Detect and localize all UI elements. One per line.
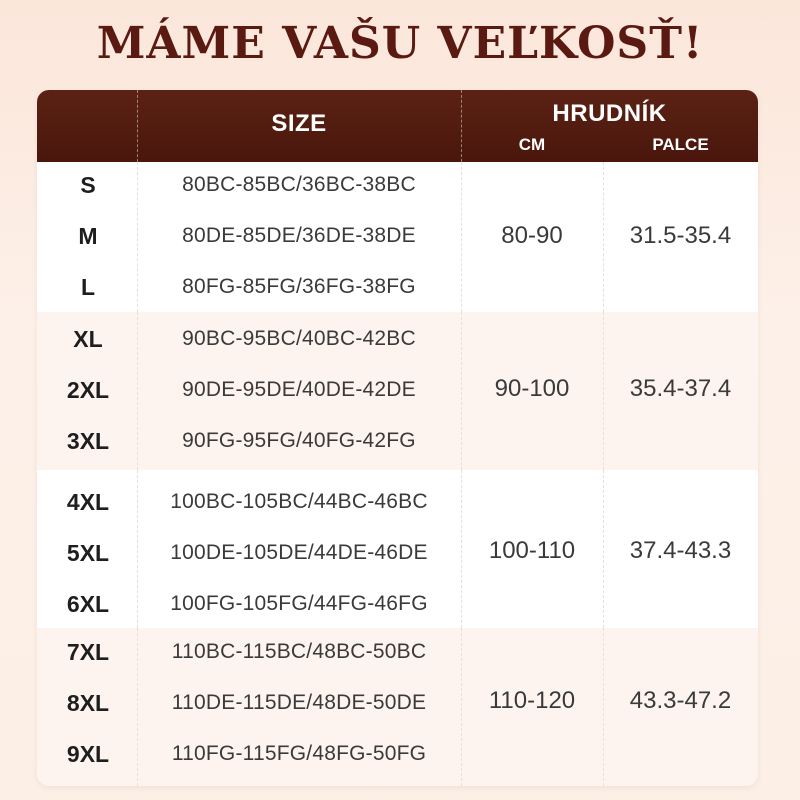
size-group	[37, 470, 758, 628]
size-label: 3XL	[66, 428, 110, 454]
header-size: SIZE	[271, 110, 327, 137]
size-label: 2XL	[66, 377, 110, 403]
size-table	[37, 90, 758, 786]
header-palce: PALCE	[652, 135, 709, 154]
size-value: 110DE-115DE/48DE-50DE	[171, 691, 427, 714]
chest-cm: 110-120	[488, 687, 576, 714]
size-label: XL	[73, 326, 103, 352]
chest-inches: 43.3-47.2	[629, 687, 732, 714]
size-label: S	[80, 172, 96, 198]
size-value: 110BC-115BC/48BC-50BC	[171, 640, 427, 663]
size-label: 7XL	[66, 639, 110, 665]
table-row	[37, 170, 758, 200]
chest-inches: 37.4-43.3	[629, 537, 732, 564]
table-row	[37, 589, 758, 619]
size-label: M	[78, 223, 98, 249]
chest-cm: 80-90	[501, 222, 563, 249]
size-label: 8XL	[66, 690, 110, 716]
size-label: 4XL	[66, 489, 110, 515]
table-row	[37, 637, 758, 667]
size-group	[37, 312, 758, 470]
page-title: MÁME VAŠU VEĽKOSŤ!	[96, 18, 704, 69]
table-row	[37, 272, 758, 302]
size-group	[37, 162, 758, 312]
header-hrudnik: HRUDNÍK	[552, 100, 667, 127]
size-value: 90BC-95BC/40BC-42BC	[182, 327, 416, 350]
chest-inches: 35.4-37.4	[629, 375, 732, 402]
size-value: 80BC-85BC/36BC-38BC	[182, 173, 416, 196]
table-row	[37, 487, 758, 517]
size-label: 6XL	[66, 591, 110, 617]
chest-cm: 100-110	[488, 537, 576, 564]
header-cm: CM	[518, 135, 546, 154]
size-label: 5XL	[66, 540, 110, 566]
chest-inches: 31.5-35.4	[629, 222, 732, 249]
size-value: 90DE-95DE/40DE-42DE	[182, 378, 416, 401]
size-value: 80FG-85FG/36FG-38FG	[182, 275, 416, 298]
chest-cm: 90-100	[494, 375, 570, 402]
size-group	[37, 628, 758, 786]
size-value: 100DE-105DE/44DE-46DE	[170, 541, 428, 564]
size-value: 100BC-105BC/44BC-46BC	[170, 490, 428, 513]
table-row	[37, 739, 758, 769]
size-label: 9XL	[66, 741, 110, 767]
size-label: L	[80, 274, 96, 300]
size-value: 100FG-105FG/44FG-46FG	[170, 592, 428, 615]
size-value: 110FG-115FG/48FG-50FG	[171, 742, 427, 765]
table-row	[37, 426, 758, 456]
table-header	[37, 90, 758, 162]
size-value: 80DE-85DE/36DE-38DE	[182, 224, 416, 247]
table-row	[37, 324, 758, 354]
size-value: 90FG-95FG/40FG-42FG	[182, 429, 416, 452]
